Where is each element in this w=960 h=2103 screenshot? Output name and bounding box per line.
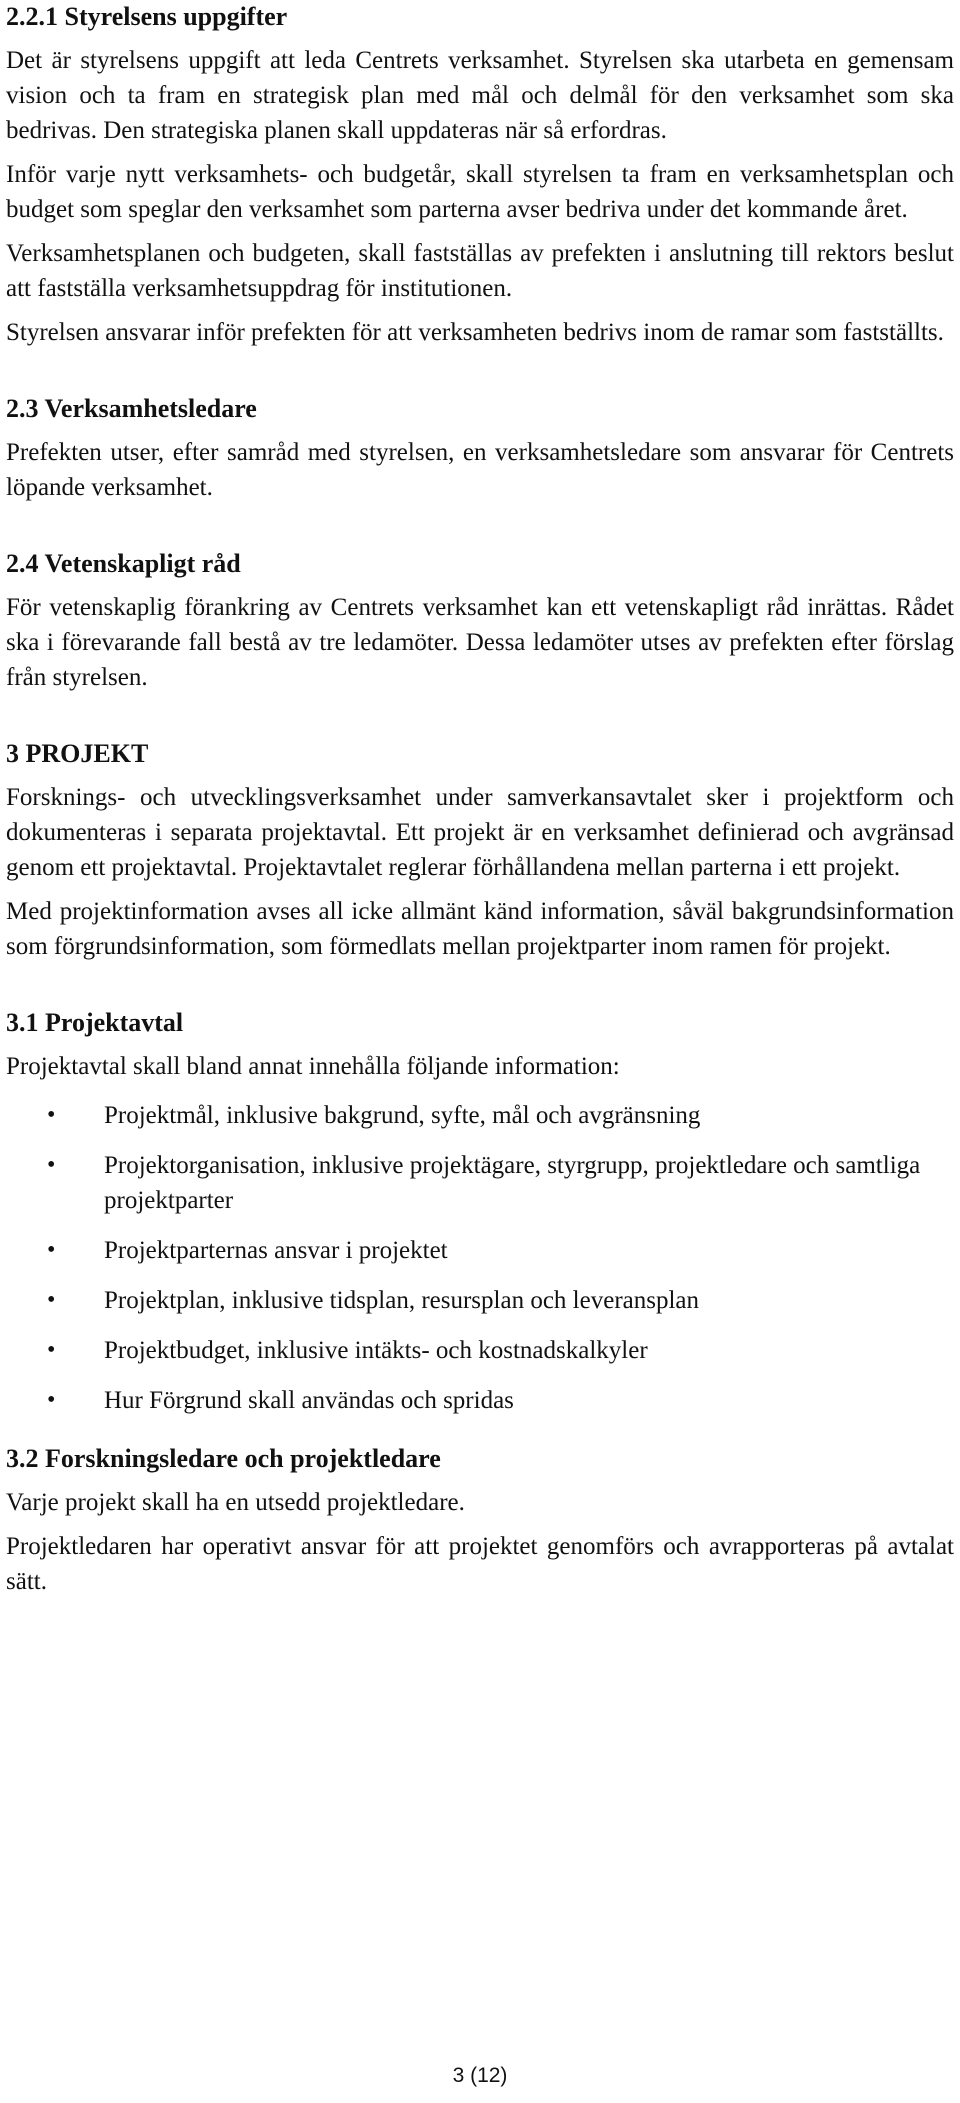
bullet-icon: • bbox=[47, 1237, 56, 1263]
paragraph: Inför varje nytt verksamhets- och budgetår, skall styrelsen ta fram en verksamhetsplan och budget som speglar den verksamhet som parterna avser bedriva under det kommande året. bbox=[6, 161, 954, 223]
bullet-list bbox=[6, 1098, 954, 1418]
list-item bbox=[6, 1383, 954, 1418]
list-item bbox=[6, 1148, 954, 1218]
bullet-icon: • bbox=[47, 1287, 56, 1313]
paragraph: Verksamhetsplanen och budgeten, skall fastställas av prefekten i anslutning till rektors beslut att fastställa verksamhetsuppdrag för institutionen. bbox=[6, 240, 954, 302]
list-item-text: Projektparternas ansvar i projektet bbox=[104, 1237, 448, 1264]
paragraph: Det är styrelsens uppgift att leda Centrets verksamhet. Styrelsen ska utarbeta en gemensam vision och ta fram en strategisk plan med mål och delmål för den verksamhet som ska bedrivas. Den strategiska planen skall uppdateras när så erfordras. bbox=[6, 47, 954, 144]
list-item bbox=[6, 1333, 954, 1368]
list-item-text: Projektorganisation, inklusive projektägare, styrgrupp, projektledare och samtliga projektparter bbox=[104, 1152, 921, 1214]
section-3-1 bbox=[6, 1006, 954, 1418]
section-2-3 bbox=[6, 392, 954, 505]
list-item-text: Projektbudget, inklusive intäkts- och kostnadskalkyler bbox=[104, 1337, 648, 1364]
list-item bbox=[6, 1098, 954, 1133]
paragraph: Prefekten utser, efter samråd med styrelsen, en verksamhetsledare som ansvarar för Centrets löpande verksamhet. bbox=[6, 439, 954, 501]
page-number: 3 (12) bbox=[452, 2064, 508, 2087]
bullet-icon: • bbox=[47, 1337, 56, 1363]
list-item-text: Hur Förgrund skall användas och spridas bbox=[104, 1387, 514, 1414]
section-heading: 2.3 Verksamhetsledare bbox=[6, 394, 257, 423]
section-heading: 3.1 Projektavtal bbox=[6, 1008, 184, 1037]
paragraph: Projektavtal skall bland annat innehålla följande information: bbox=[6, 1053, 620, 1080]
paragraph: Projektledaren har operativt ansvar för att projektet genomförs och avrapporteras på avtalat sätt. bbox=[6, 1533, 954, 1595]
list-item-text: Projektplan, inklusive tidsplan, resursplan och leveransplan bbox=[104, 1287, 700, 1314]
bullet-icon: • bbox=[47, 1387, 56, 1413]
paragraph: Varje projekt skall ha en utsedd projektledare. bbox=[6, 1489, 465, 1516]
document-page bbox=[6, 0, 954, 1599]
bullet-icon: • bbox=[47, 1102, 56, 1128]
list-item bbox=[6, 1233, 954, 1268]
section-3 bbox=[6, 737, 954, 964]
paragraph: För vetenskaplig förankring av Centrets verksamhet kan ett vetenskapligt råd inrättas. Rådet ska i förevarande fall bestå av tre ledamöter. Dessa ledamöter utses av prefekten efter förslag från styrelsen. bbox=[6, 594, 954, 691]
section-heading: 2.2.1 Styrelsens uppgifter bbox=[6, 2, 288, 31]
paragraph: Med projektinformation avses all icke allmänt känd information, såväl bakgrundsinformation som förgrundsinformation, som förmedlats mellan projektparter inom ramen för projekt. bbox=[6, 898, 954, 960]
chapter-heading: 3 PROJEKT bbox=[6, 739, 149, 768]
paragraph: Styrelsen ansvarar inför prefekten för att verksamheten bedrivs inom de ramar som fastställts. bbox=[6, 319, 944, 346]
section-heading: 3.2 Forskningsledare och projektledare bbox=[6, 1444, 441, 1473]
list-item bbox=[6, 1283, 954, 1318]
list-item-text: Projektmål, inklusive bakgrund, syfte, mål och avgränsning bbox=[104, 1102, 701, 1129]
section-2-2-1 bbox=[6, 0, 954, 350]
section-3-2 bbox=[6, 1442, 954, 1599]
section-heading: 2.4 Vetenskapligt råd bbox=[6, 549, 241, 578]
section-2-4 bbox=[6, 547, 954, 695]
paragraph: Forsknings- och utvecklingsverksamhet under samverkansavtalet sker i projektform och dokumenteras i separata projektavtal. Ett projekt är en verksamhet definierad och avgränsad genom ett projektavtal. Projektavtalet reglerar förhållandena mellan parterna i ett projekt. bbox=[6, 784, 954, 881]
bullet-icon: • bbox=[47, 1152, 56, 1178]
